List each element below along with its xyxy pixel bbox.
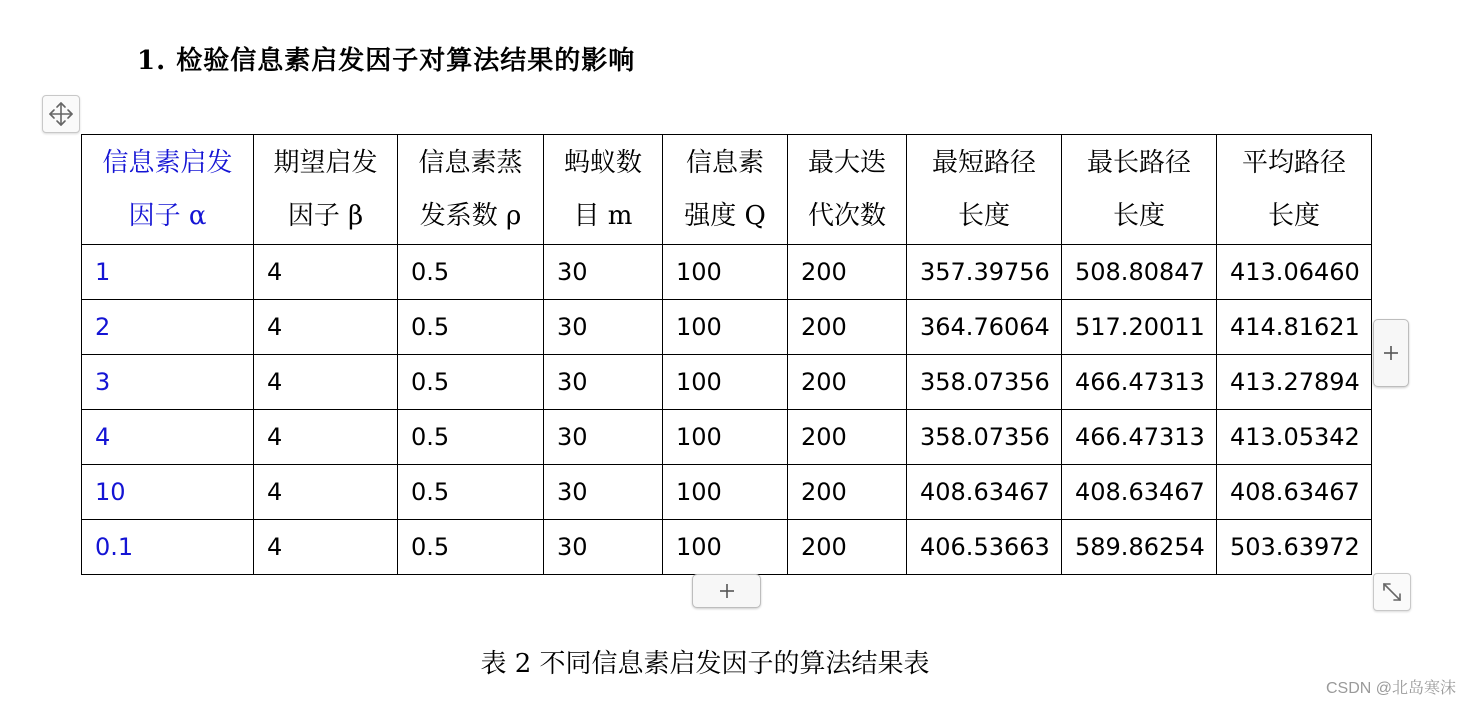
add-row-button[interactable]: [692, 574, 761, 608]
table-cell[interactable]: 466.47313: [1062, 355, 1217, 410]
table-row: [82, 355, 1372, 410]
header-cell-line: 最长路径: [1086, 147, 1191, 178]
table-cell[interactable]: 358.07356: [907, 355, 1062, 410]
header-cell-line: 平均路径: [1241, 147, 1346, 178]
table-cell[interactable]: 30: [544, 300, 663, 355]
table-cell[interactable]: 0.5: [398, 465, 544, 520]
results-table: [81, 134, 1372, 575]
table-row: [82, 300, 1372, 355]
table-caption: 表 2 不同信息素启发因子的算法结果表: [480, 649, 930, 679]
add-column-button[interactable]: [1373, 319, 1409, 387]
table-cell[interactable]: 357.39756: [907, 245, 1062, 300]
table-cell[interactable]: 1: [82, 245, 254, 300]
table-cell[interactable]: 200: [788, 245, 907, 300]
table-cell[interactable]: 200: [788, 355, 907, 410]
header-cell[interactable]: [663, 135, 788, 245]
header-cell-line: 因子 α: [128, 200, 207, 231]
table-cell[interactable]: 10: [82, 465, 254, 520]
table-cell[interactable]: 408.63467: [1217, 465, 1372, 520]
table-cell[interactable]: 30: [544, 245, 663, 300]
table-cell[interactable]: 0.5: [398, 245, 544, 300]
table-cell[interactable]: 589.86254: [1062, 520, 1217, 575]
header-cell-line: 强度 Q: [684, 200, 766, 231]
table-cell[interactable]: 466.47313: [1062, 410, 1217, 465]
header-cell-line: 发系数 ρ: [419, 200, 522, 231]
table-cell[interactable]: 100: [663, 300, 788, 355]
table-cell[interactable]: 4: [254, 410, 398, 465]
header-cell-line: 蚂蚁数: [563, 147, 642, 178]
table-row: [82, 410, 1372, 465]
table-cell[interactable]: 406.53663: [907, 520, 1062, 575]
table-cell[interactable]: 100: [663, 465, 788, 520]
header-cell[interactable]: [254, 135, 398, 245]
table-cell[interactable]: 30: [544, 520, 663, 575]
table-move-handle[interactable]: [42, 95, 80, 133]
table-cell[interactable]: 508.80847: [1062, 245, 1217, 300]
table-cell[interactable]: 0.1: [82, 520, 254, 575]
table-header-row: [82, 135, 1372, 245]
header-cell-line: 代次数: [807, 200, 886, 231]
table-cell[interactable]: 413.27894: [1217, 355, 1372, 410]
header-cell-line: 最大迭: [807, 147, 886, 178]
header-cell[interactable]: [398, 135, 544, 245]
header-cell-line: 信息素蒸: [418, 147, 523, 178]
table-cell[interactable]: 408.63467: [1062, 465, 1217, 520]
plus-icon: [718, 582, 736, 600]
header-cell-line: 信息素启发: [102, 147, 233, 178]
table-cell[interactable]: 30: [544, 355, 663, 410]
table-cell[interactable]: 2: [82, 300, 254, 355]
section-heading: 1. 检验信息素启发因子对算法结果的影响: [137, 46, 636, 76]
header-cell[interactable]: [544, 135, 663, 245]
header-cell-line: 目 m: [573, 200, 633, 231]
resize-icon: [1380, 580, 1404, 604]
table-cell[interactable]: 200: [788, 300, 907, 355]
table-cell[interactable]: 413.05342: [1217, 410, 1372, 465]
table-row: [82, 245, 1372, 300]
header-cell[interactable]: [907, 135, 1062, 245]
plus-icon: [1382, 344, 1400, 362]
table-cell[interactable]: 4: [254, 300, 398, 355]
table-cell[interactable]: 100: [663, 520, 788, 575]
header-cell-line: 长度: [1112, 200, 1165, 231]
header-cell-line: 长度: [957, 200, 1010, 231]
table-cell[interactable]: 4: [254, 520, 398, 575]
header-cell-line: 长度: [1267, 200, 1320, 231]
table-cell[interactable]: 0.5: [398, 300, 544, 355]
header-cell[interactable]: [1217, 135, 1372, 245]
table-cell[interactable]: 100: [663, 245, 788, 300]
table-body: [82, 245, 1372, 575]
table-cell[interactable]: 503.63972: [1217, 520, 1372, 575]
header-cell[interactable]: [1062, 135, 1217, 245]
table-cell[interactable]: 0.5: [398, 355, 544, 410]
table-cell[interactable]: 200: [788, 410, 907, 465]
table-cell[interactable]: 100: [663, 355, 788, 410]
table-cell[interactable]: 30: [544, 465, 663, 520]
move-icon: [47, 100, 75, 128]
header-cell[interactable]: [82, 135, 254, 245]
header-cell-line: 期望启发: [273, 147, 378, 178]
table-cell[interactable]: 0.5: [398, 520, 544, 575]
table-cell[interactable]: 200: [788, 465, 907, 520]
header-cell-line: 信息素: [685, 147, 764, 178]
table-cell[interactable]: 30: [544, 410, 663, 465]
table-cell[interactable]: 413.06460: [1217, 245, 1372, 300]
table-cell[interactable]: 517.20011: [1062, 300, 1217, 355]
table-cell[interactable]: 408.63467: [907, 465, 1062, 520]
table-cell[interactable]: 100: [663, 410, 788, 465]
table-cell[interactable]: 414.81621: [1217, 300, 1372, 355]
watermark: CSDN @北岛寒沫: [1325, 680, 1456, 697]
table-resize-handle[interactable]: [1373, 573, 1411, 611]
table-row: [82, 465, 1372, 520]
table-cell[interactable]: 4: [254, 465, 398, 520]
table-cell[interactable]: 358.07356: [907, 410, 1062, 465]
header-cell-line: 因子 β: [287, 200, 364, 231]
header-cell-line: 最短路径: [931, 147, 1036, 178]
table-cell[interactable]: 4: [254, 245, 398, 300]
table-cell[interactable]: 3: [82, 355, 254, 410]
table-cell[interactable]: 364.76064: [907, 300, 1062, 355]
table-cell[interactable]: 0.5: [398, 410, 544, 465]
table-cell[interactable]: 200: [788, 520, 907, 575]
header-cell[interactable]: [788, 135, 907, 245]
table-cell[interactable]: 4: [82, 410, 254, 465]
table-cell[interactable]: 4: [254, 355, 398, 410]
table-row: [82, 520, 1372, 575]
